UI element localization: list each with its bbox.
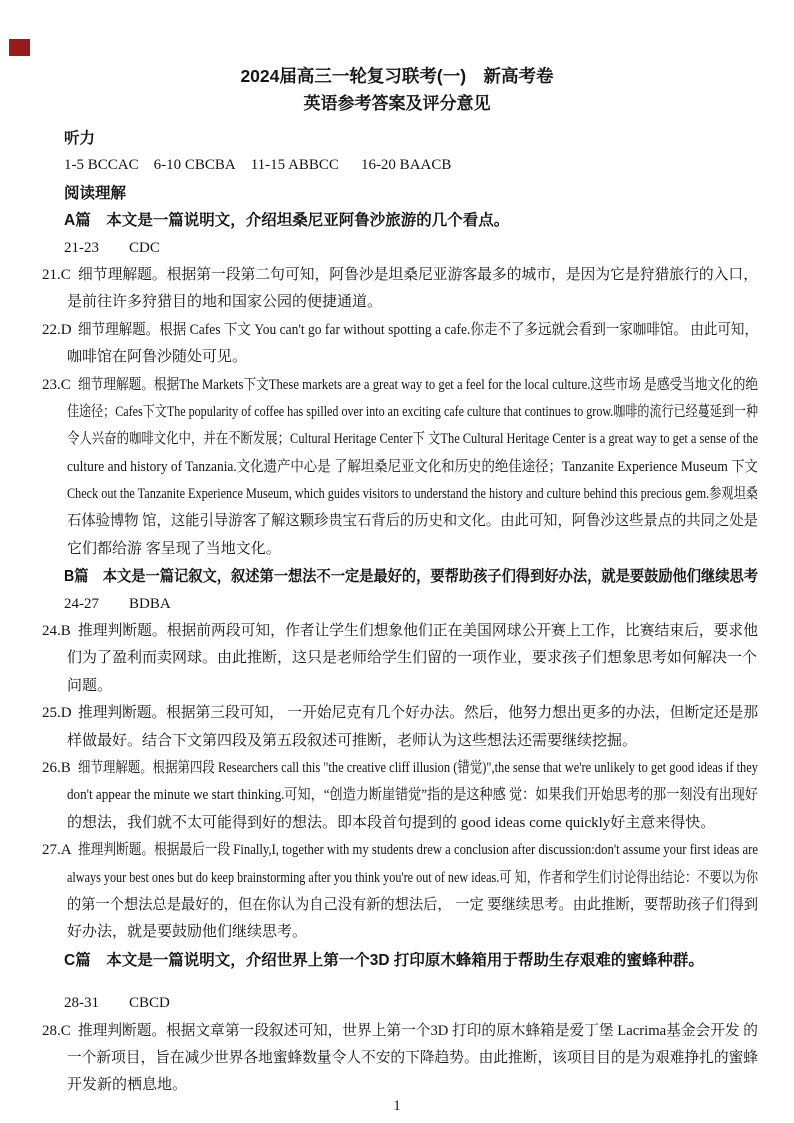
answer-key-line (0, 235, 794, 262)
section-heading (0, 947, 794, 974)
question-range: 28-31 (64, 995, 99, 1012)
section-heading (0, 180, 794, 207)
line-text: 它们都给游 客呈现了当地文化。 (67, 540, 281, 557)
explanation-item (0, 755, 794, 782)
line-text: 开发新的栖息地。 (67, 1077, 188, 1094)
explanation-continuation (0, 426, 794, 453)
explanation-item (0, 700, 794, 727)
line-text: 咖啡馆在阿鲁沙随处可见。 (67, 349, 248, 366)
line-text: 样做最好。结合下文第四段及第五段叙述可推断，老师认为这些想法还需要继续挖掘。 (67, 732, 638, 749)
question-number: 22.D (42, 321, 72, 338)
answer-letters: BDBA (129, 595, 171, 612)
answer-key-line (0, 152, 794, 179)
line-text: Check out the Tanzanite Experience Museum, which guides visitors to understand the history and culture behind this precious gem.参观坦桑 (67, 486, 759, 503)
line-text: 是前往许多狩猎目的地和国家公园的便捷通道。 (67, 294, 383, 311)
line-text: culture and history of Tanzania.文化遗产中心是 了解坦桑尼亚文化和历史的绝佳途径；Tanzanite Experience Museum 下文 (67, 458, 758, 475)
corner-mark (9, 39, 30, 56)
line-text: always your best ones but do keep brainstorming after you think you're out of new ideas.可 知，作者和学生们讨论得出结论：不要以为你 (67, 869, 759, 886)
line-text: 细节理解题。根据The Markets下文These markets are a great way to get a feel for the local culture.这些市场 是感受当地文化的绝 (78, 376, 759, 393)
page-number: 1 (393, 1098, 401, 1114)
question-number: 23.C (42, 376, 71, 393)
explanation-continuation (0, 645, 794, 672)
answer-group: 16-20 BAACB (360, 157, 452, 174)
explanation-item (0, 618, 794, 645)
answer-group: 11-15 ABBCC (250, 157, 339, 174)
explanation-continuation (0, 481, 794, 508)
section-heading (0, 563, 794, 590)
line-text (64, 591, 171, 618)
explanation-continuation (0, 919, 794, 946)
section-heading (0, 207, 794, 234)
explanation-continuation (0, 508, 794, 535)
line-text (64, 235, 160, 262)
answer-letters: CBCD (129, 995, 170, 1012)
line-text: B篇 本文是一篇记叙文，叙述第一想法不一定是最好的，要帮助孩子们得到好办法，就是要鼓励他们继续思考 (64, 568, 759, 586)
explanation-continuation (0, 892, 794, 919)
line-text: 的第一个想法总是最好的，但在你认为自己没有新的想法后， 一定 要继续思考。由此推断，要帮助孩子们得到 (67, 896, 758, 913)
explanation-continuation (0, 782, 794, 809)
explanation-continuation (0, 810, 794, 837)
line-text: 的想法，我们就不太可能得到好的想法。即本段首句提到的 good ideas come quickly好主意来得快。 (67, 814, 716, 831)
answer-group: 1-5 BCCAC (64, 157, 139, 174)
line-text: 好办法，就是要鼓励他们继续思考。 (67, 924, 308, 941)
explanation-item (0, 837, 794, 864)
line-text: 推理判断题。根据前两段可知，作者让学生们想象他们正在美国网球公开赛上工作，比赛结束后，要求他 (78, 623, 759, 640)
section-heading (0, 125, 794, 152)
line-text: 一个新项目，旨在减少世界各地蜜蜂数量令人不安的下降趋势。由此推断，该项目目的是为艰难挣扎的蜜蜂 (67, 1049, 758, 1066)
exam-title: 2024届高三一轮复习联考(一) 新高考卷 (240, 66, 554, 86)
line-text: 石体验博物 馆，这能引导游客了解这颗珍贵宝石背后的历史和文化。由此可知，阿鲁沙这些景点的共同之处是 (67, 513, 758, 530)
line-text: C篇 本文是一篇说明文，介绍世界上第一个3D 打印原木蜂箱用于帮助生存艰难的蜜蜂种群。 (64, 951, 704, 969)
answer-key-line (0, 591, 794, 618)
explanation-continuation (0, 673, 794, 700)
line-text (64, 990, 170, 1017)
explanation-continuation (0, 865, 794, 892)
question-number: 21.C (42, 266, 71, 283)
line-text (64, 152, 451, 179)
line-text: 推理判断题。根据第三段可知， 一开始尼克有几个好办法。然后，他努力想出更多的办法，但断定还是那 (78, 705, 759, 722)
explanation-item (0, 317, 794, 344)
question-number: 27.A (42, 842, 72, 859)
line-text: 细节理解题。根据第四段 Researchers call this "the creative cliff illusion (错觉)",the sense that we're unlikely to get good ideas if they (78, 759, 759, 776)
line-text: 细节理解题。根据第一段第二句可知，阿鲁沙是坦桑尼亚游客最多的城市，是因为它是狩猎旅行的入口， (78, 266, 759, 283)
answer-group: 6-10 CBCBA (153, 157, 236, 174)
explanation-item (0, 372, 794, 399)
question-number: 26.B (42, 759, 71, 776)
question-number: 25.D (42, 705, 72, 722)
question-range: 24-27 (64, 595, 99, 612)
document-subtitle: 英语参考答案及评分意见 (303, 94, 491, 113)
answer-key-line (0, 990, 794, 1017)
question-range: 21-23 (64, 239, 99, 256)
line-text: 推理判断题。根据文章第一段叙述可知，世界上第一个3D 打印的原木蜂箱是爱丁堡 Lacrima基金会开发 的 (78, 1022, 758, 1039)
question-number: 28.C (42, 1022, 71, 1039)
explanation-continuation (0, 1045, 794, 1072)
explanation-continuation (0, 536, 794, 563)
explanation-continuation (0, 289, 794, 316)
line-text: A篇 本文是一篇说明文，介绍坦桑尼亚阿鲁沙旅游的几个看点。 (64, 212, 510, 230)
line-text: 佳途径；Cafes下文The popularity of coffee has spilled over into an exciting cafe culture that continues to grow.咖啡的流行已经蔓延到一种 (67, 403, 759, 420)
explanation-item (0, 262, 794, 289)
line-text: 细节理解题。根据 Cafes 下文 You can't go far without spotting a cafe.你走不了多远就会看到一家咖啡馆。 由此可知， (78, 321, 758, 338)
line-text: don't appear the minute we start thinking.可知，“创造力断崖错觉”指的是这种感 觉：如果我们开始思考的那一刻没有出现好 (67, 787, 758, 804)
answer-lines (0, 125, 794, 1100)
explanation-continuation (0, 728, 794, 755)
line-text: 推理判断题。根据最后一段 Finally,I, together with my students drew a conclusion after discussion:don't assume your first ideas are (78, 842, 758, 859)
explanation-item (0, 1018, 794, 1045)
line-text: 问题。 (67, 677, 113, 694)
explanation-continuation (0, 399, 794, 426)
question-number: 24.B (42, 623, 71, 640)
line-text: 令人兴奋的咖啡文化中，并在不断发展；Cultural Heritage Center下 文The Cultural Heritage Center is a great way to get a sense of the (67, 431, 759, 448)
explanation-continuation (0, 344, 794, 371)
explanation-continuation (0, 454, 794, 481)
answer-letters: CDC (129, 239, 160, 256)
line-text: 听力 (64, 130, 96, 147)
line-text: 们为了盈利而卖网球。由此推断，这只是老师给学生们留的一项作业，要求孩子们想象思考如何解决一个 (67, 650, 758, 667)
line-text: 阅读理解 (64, 184, 127, 202)
